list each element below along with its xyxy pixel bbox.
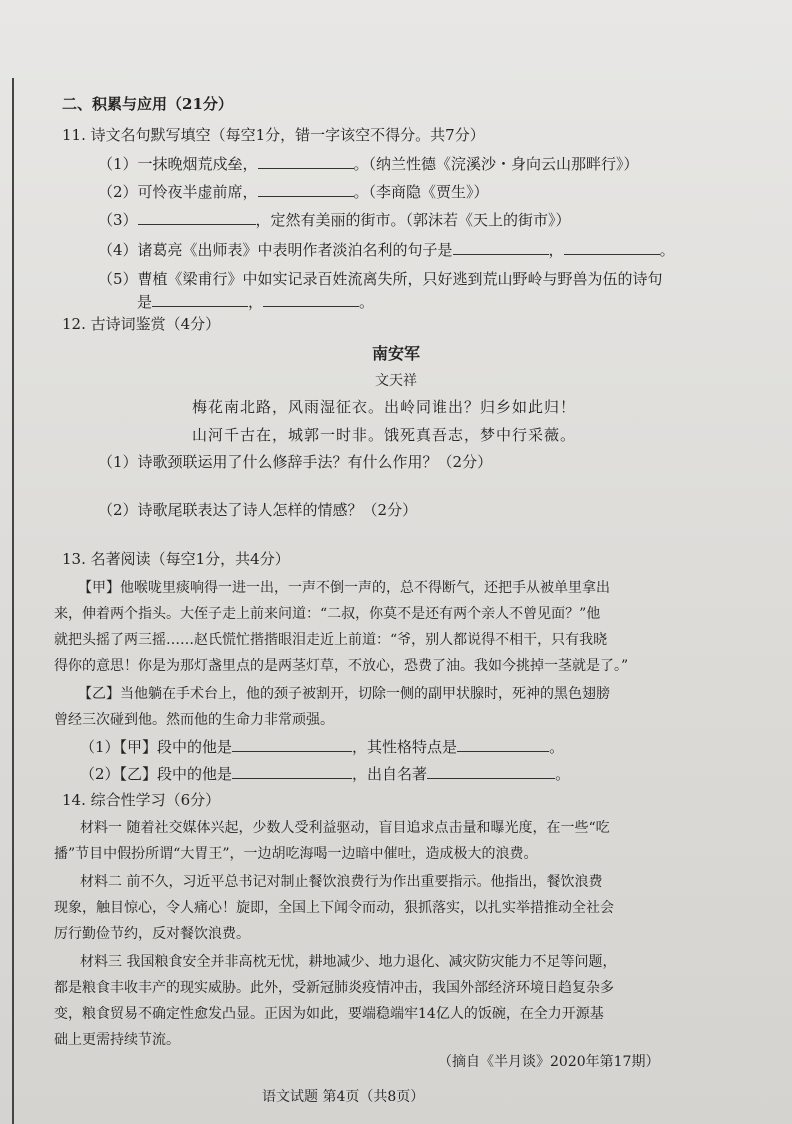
answer-blank[interactable] xyxy=(564,239,660,255)
passage-a-line-1: 【甲】他喉咙里痰响得一进一出，一声不倒一声的，总不得断气，还把手从被单里拿出 xyxy=(78,580,610,596)
answer-blank[interactable] xyxy=(232,763,352,779)
q13-q2-prefix: （2）【乙】段中的他是 xyxy=(80,765,233,783)
q11-item-1 xyxy=(98,153,639,174)
section-title: 二、积累与应用（21分） xyxy=(62,95,233,113)
q12-question-2: （2）诗歌尾联表达了诗人怎样的情感？（2分） xyxy=(98,501,418,519)
q11-item-1-prefix: （1）一抹晚烟荒戍垒， xyxy=(98,155,258,173)
q13-q2-suffix: 。 xyxy=(555,765,571,783)
passage-a-line-4: 得你的意思！你是为那灯盏里点的是两茎灯草，不放心，恐费了油。我如今挑掉一茎就是了。” xyxy=(54,658,629,674)
q13-question-2 xyxy=(80,763,570,784)
q13-stem: 13. 名著阅读（每空1分，共4分） xyxy=(62,550,290,568)
q11-item-4 xyxy=(98,239,675,260)
q11-item-5-mid: ， xyxy=(248,293,264,311)
passage-a-line-2: 来，伸着两个指头。大侄子走上前来问道：“二叔，你莫不是还有两个亲人不曾见面？”他 xyxy=(54,606,601,622)
passage-b-line-1: 【乙】当他躺在手术台上，他的颈子被割开，切除一侧的副甲状腺时，死神的黑色翅膀 xyxy=(78,686,610,702)
q11-item-5 xyxy=(98,269,663,289)
q11-item-2-suffix: 。（李商隐《贾生》） xyxy=(353,183,489,201)
material-1-line-2: 播”节目中假扮所谓“大胃王”，一边胡吃海喝一边暗中催吐，造成极大的浪费。 xyxy=(54,846,538,862)
material-2-line-2: 现象，触目惊心，令人痛心！旋即，全国上下闻令而动，狠抓落实，以扎实举措推动全社会 xyxy=(54,900,614,916)
q14-stem: 14. 综合性学习（6分） xyxy=(62,791,221,809)
q11-item-3-prefix: （3） xyxy=(98,211,138,229)
answer-blank[interactable] xyxy=(232,736,352,752)
q11-item-3 xyxy=(98,209,571,230)
q11-item-5-cont-prefix: 是 xyxy=(137,293,153,311)
answer-blank[interactable] xyxy=(152,291,248,307)
q12-question-1: （1）诗歌颈联运用了什么修辞手法？有什么作用？（2分） xyxy=(98,453,493,471)
material-source: （摘自《半月谈》2020年第17期） xyxy=(438,1054,660,1070)
answer-blank[interactable] xyxy=(263,291,359,307)
material-2-line-1: 材料二 前不久，习近平总书记对制止餐饮浪费行为作出重要指示。他指出，餐饮浪费 xyxy=(80,874,603,890)
q11-item-2-prefix: （2）可怜夜半虚前席， xyxy=(98,183,258,201)
material-3-line-1: 材料三 我国粮食安全并非高枕无忧，耕地减少、地力退化、减灾防灾能力不足等问题， xyxy=(80,954,617,970)
q13-q2-mid: ，出自名著 xyxy=(352,765,428,783)
q13-question-1 xyxy=(80,736,564,757)
q11-item-1-suffix: 。（纳兰性德《浣溪沙・身向云山那畔行》） xyxy=(353,155,639,173)
answer-blank[interactable] xyxy=(457,736,549,752)
q13-q1-suffix: 。 xyxy=(549,738,565,756)
q12-stem: 12. 古诗词鉴赏（4分） xyxy=(62,315,221,333)
poem-title: 南安军 xyxy=(371,344,420,363)
answer-blank[interactable] xyxy=(427,763,555,779)
binding-margin-line xyxy=(12,78,14,1124)
q11-item-5-suffix: 。 xyxy=(359,293,375,311)
q11-item-4-prefix: （4）诸葛亮《出师表》中表明作者淡泊名利的句子是 xyxy=(98,241,453,259)
q11-stem: 11. 诗文名句默写填空（每空1分，错一字该空不得分。共7分） xyxy=(62,126,485,144)
answer-blank[interactable] xyxy=(453,239,549,255)
answer-blank[interactable] xyxy=(258,181,354,197)
q11-item-4-mid: ， xyxy=(548,241,564,259)
q11-item-2 xyxy=(98,181,489,202)
material-2-line-3: 厉行勤俭节约，反对餐饮浪费。 xyxy=(54,926,250,942)
poem-line-2: 山河千古在，城郭一时非。饿死真吾志，梦中行采薇。 xyxy=(192,426,577,444)
q11-item-5-cont xyxy=(137,291,374,312)
q11-item-4-suffix: 。 xyxy=(659,241,675,259)
material-3-line-3: 变，粮食贸易不确定性愈发凸显。正因为如此，要端稳端牢14亿人的饭碗，在全力开源基 xyxy=(54,1006,604,1022)
material-3-line-2: 都是粮食丰收丰产的现实威胁。此外，受新冠肺炎疫情冲击，我国外部经济环境日趋复杂多 xyxy=(54,980,614,996)
material-3-line-4: 础上更需持续节流。 xyxy=(54,1032,180,1048)
poem-author: 文天祥 xyxy=(375,373,417,389)
q13-q1-prefix: （1）【甲】段中的他是 xyxy=(80,738,233,756)
material-1-line-1: 材料一 随着社交媒体兴起，少数人受利益驱动，盲目追求点击量和曝光度，在一些“吃 xyxy=(80,820,610,836)
answer-blank[interactable] xyxy=(138,209,256,225)
passage-a-line-3: 就把头摇了两三摇……赵氏慌忙揩揩眼泪走近上前道：“爷，别人都说得不相干，只有我晓 xyxy=(54,632,608,648)
page-footer: 语文试题 第4页（共8页） xyxy=(262,1089,425,1105)
poem-line-1: 梅花南北路，风雨湿征衣。出岭同谁出？归乡如此归！ xyxy=(192,398,577,416)
q11-item-3-suffix: ，定然有美丽的街市。（郭沫若《天上的街市》） xyxy=(255,211,571,229)
passage-b-line-2: 曾经三次碰到他。然而他的生命力非常顽强。 xyxy=(54,712,334,728)
q11-item-5-prefix: （5）曹植《梁甫行》中如实记录百姓流离失所，只好逃到荒山野岭与野兽为伍的诗句 xyxy=(98,270,663,288)
answer-blank[interactable] xyxy=(258,153,354,169)
q13-q1-mid: ，其性格特点是 xyxy=(352,738,458,756)
